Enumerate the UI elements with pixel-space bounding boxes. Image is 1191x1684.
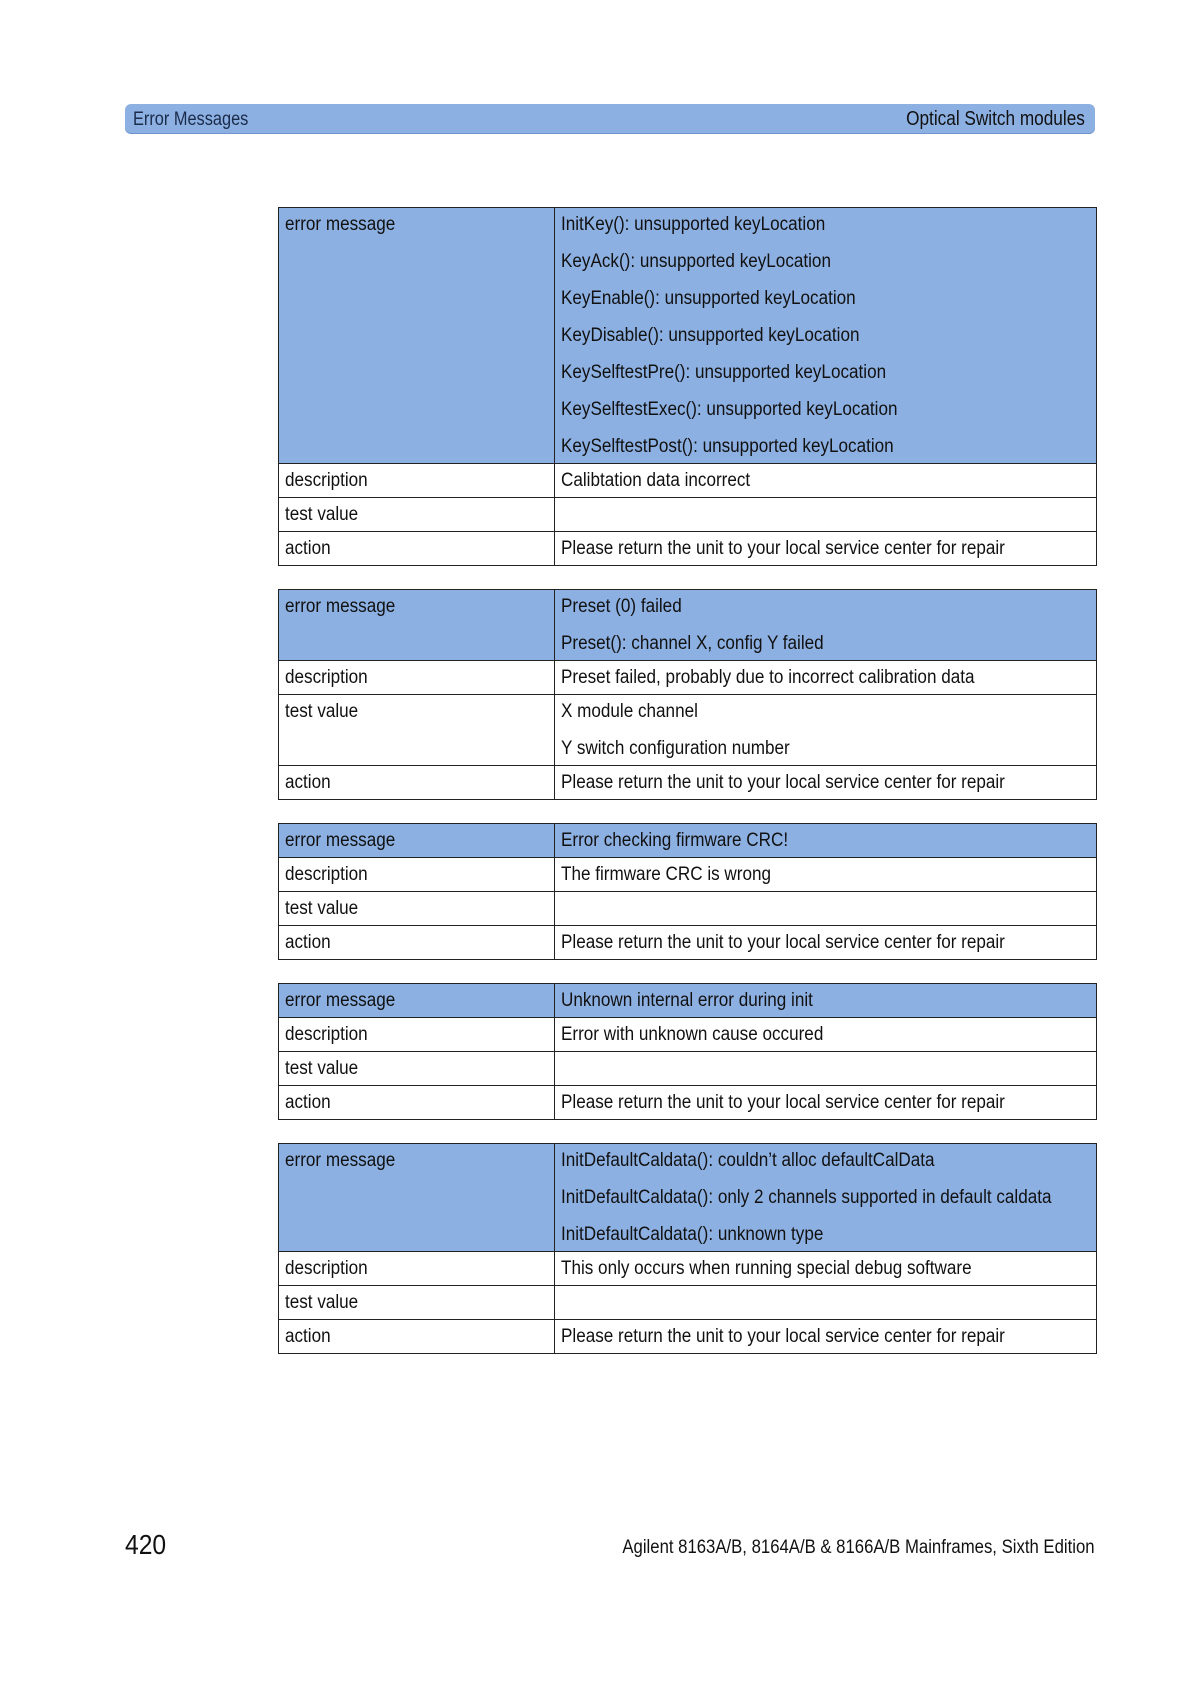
row-value-text: This only occurs when running special debug software bbox=[561, 1258, 972, 1279]
error-message-row-label bbox=[279, 984, 555, 1018]
page-number: 420 bbox=[125, 1529, 167, 1560]
row-value-line: KeySelftestExec(): unsupported keyLocation bbox=[561, 399, 898, 420]
action-row-label bbox=[279, 1320, 555, 1354]
error-message-row-value bbox=[555, 208, 1097, 464]
row-value-line: KeyEnable(): unsupported keyLocation bbox=[561, 288, 856, 309]
action-row-value bbox=[555, 766, 1097, 800]
row-value-line: Preset (0) failed bbox=[561, 596, 682, 617]
test-value-row-value bbox=[555, 1286, 1097, 1320]
header-section-title: Error Messages bbox=[133, 109, 249, 130]
row-value-line: X module channel bbox=[561, 701, 698, 722]
row-value-line: KeySelftestPost(): unsupported keyLocation bbox=[561, 436, 894, 457]
row-value-text: Preset failed, probably due to incorrect calibration data bbox=[561, 667, 975, 688]
description-row-value bbox=[555, 1018, 1097, 1052]
row-value-line: KeyDisable(): unsupported keyLocation bbox=[561, 325, 860, 346]
row-label-text: error message bbox=[285, 214, 396, 235]
error-message-row bbox=[279, 984, 1097, 1018]
row-value-line: Preset(): channel X, config Y failed bbox=[561, 633, 824, 654]
error-message-row-label bbox=[279, 824, 555, 858]
row-value-text: Please return the unit to your local service center for repair bbox=[561, 932, 1005, 953]
action-row-value bbox=[555, 1086, 1097, 1120]
description-row-value bbox=[555, 1252, 1097, 1286]
row-label-text: test value bbox=[285, 701, 359, 722]
action-row-value bbox=[555, 532, 1097, 566]
error-message-row-value bbox=[555, 824, 1097, 858]
error-message-row bbox=[279, 590, 1097, 661]
row-value-text: Please return the unit to your local service center for repair bbox=[561, 1092, 1005, 1113]
description-row-value bbox=[555, 464, 1097, 498]
test-value-row-value bbox=[555, 498, 1097, 532]
row-value-text: Please return the unit to your local service center for repair bbox=[561, 538, 1005, 559]
row-label-text: description bbox=[285, 1024, 368, 1045]
error-table bbox=[278, 207, 1097, 566]
row-value-line: InitDefaultCaldata(): unknown type bbox=[561, 1224, 824, 1245]
row-value-text: Calibtation data incorrect bbox=[561, 470, 751, 491]
action-row bbox=[279, 1320, 1097, 1354]
action-row bbox=[279, 766, 1097, 800]
row-value-line: InitDefaultCaldata(): only 2 channels supported in default caldata bbox=[561, 1187, 1052, 1208]
running-header bbox=[125, 104, 1095, 134]
action-row bbox=[279, 532, 1097, 566]
error-message-row-label bbox=[279, 590, 555, 661]
error-message-row-label bbox=[279, 208, 555, 464]
test-value-row bbox=[279, 892, 1097, 926]
test-value-row-label bbox=[279, 695, 555, 766]
row-label-text: test value bbox=[285, 898, 359, 919]
row-label-text: action bbox=[285, 1092, 331, 1113]
test-value-row-label bbox=[279, 498, 555, 532]
footer-document-title: Agilent 8163A/B, 8164A/B & 8166A/B Mainframes, Sixth Edition bbox=[622, 1537, 1095, 1558]
row-label-text: error message bbox=[285, 596, 396, 617]
row-value-text: Please return the unit to your local service center for repair bbox=[561, 1326, 1005, 1347]
description-row-label bbox=[279, 1018, 555, 1052]
header-chapter-title: Optical Switch modules bbox=[906, 108, 1085, 130]
action-row-label bbox=[279, 766, 555, 800]
error-message-row-value bbox=[555, 984, 1097, 1018]
test-value-row bbox=[279, 1286, 1097, 1320]
row-label-text: error message bbox=[285, 1150, 396, 1171]
row-value-line: Y switch configuration number bbox=[561, 738, 790, 759]
test-value-row-label bbox=[279, 1052, 555, 1086]
row-label-text: action bbox=[285, 932, 331, 953]
error-table bbox=[278, 823, 1097, 960]
error-message-row-label bbox=[279, 1144, 555, 1252]
row-label-text: error message bbox=[285, 990, 396, 1011]
description-row-value bbox=[555, 661, 1097, 695]
test-value-row bbox=[279, 498, 1097, 532]
description-row bbox=[279, 858, 1097, 892]
description-row-label bbox=[279, 1252, 555, 1286]
test-value-row bbox=[279, 695, 1097, 766]
description-row-label bbox=[279, 661, 555, 695]
row-value-line: Error checking firmware CRC! bbox=[561, 830, 789, 851]
error-table bbox=[278, 589, 1097, 800]
error-message-row bbox=[279, 1144, 1097, 1252]
row-value-line: InitKey(): unsupported keyLocation bbox=[561, 214, 826, 235]
test-value-row bbox=[279, 1052, 1097, 1086]
description-row bbox=[279, 464, 1097, 498]
row-label-text: test value bbox=[285, 504, 359, 525]
description-row bbox=[279, 1018, 1097, 1052]
test-value-row-value bbox=[555, 892, 1097, 926]
row-value-line: InitDefaultCaldata(): couldn’t alloc defaultCalData bbox=[561, 1150, 935, 1171]
row-label-text: description bbox=[285, 864, 368, 885]
row-label-text: description bbox=[285, 667, 368, 688]
description-row-label bbox=[279, 858, 555, 892]
error-message-row bbox=[279, 208, 1097, 464]
row-label-text: test value bbox=[285, 1292, 359, 1313]
description-row bbox=[279, 661, 1097, 695]
action-row-label bbox=[279, 926, 555, 960]
error-message-row bbox=[279, 824, 1097, 858]
row-label-text: description bbox=[285, 1258, 368, 1279]
row-value-line: Unknown internal error during init bbox=[561, 990, 813, 1011]
action-row-label bbox=[279, 1086, 555, 1120]
row-label-text: test value bbox=[285, 1058, 359, 1079]
action-row bbox=[279, 1086, 1097, 1120]
description-row bbox=[279, 1252, 1097, 1286]
error-message-row-value bbox=[555, 1144, 1097, 1252]
error-table bbox=[278, 983, 1097, 1120]
action-row bbox=[279, 926, 1097, 960]
test-value-row-value bbox=[555, 695, 1097, 766]
row-value-line: KeySelftestPre(): unsupported keyLocation bbox=[561, 362, 887, 383]
test-value-row-label bbox=[279, 1286, 555, 1320]
description-row-label bbox=[279, 464, 555, 498]
row-value-text: Please return the unit to your local service center for repair bbox=[561, 772, 1005, 793]
test-value-row-value bbox=[555, 1052, 1097, 1086]
row-label-text: action bbox=[285, 538, 331, 559]
row-label-text: action bbox=[285, 772, 331, 793]
action-row-value bbox=[555, 1320, 1097, 1354]
error-tables bbox=[278, 207, 1096, 1377]
test-value-row-label bbox=[279, 892, 555, 926]
row-value-text: The firmware CRC is wrong bbox=[561, 864, 771, 885]
row-value-text: Error with unknown cause occured bbox=[561, 1024, 824, 1045]
row-label-text: description bbox=[285, 470, 368, 491]
description-row-value bbox=[555, 858, 1097, 892]
action-row-label bbox=[279, 532, 555, 566]
row-value-line: KeyAck(): unsupported keyLocation bbox=[561, 251, 831, 272]
action-row-value bbox=[555, 926, 1097, 960]
error-table bbox=[278, 1143, 1097, 1354]
row-label-text: action bbox=[285, 1326, 331, 1347]
error-message-row-value bbox=[555, 590, 1097, 661]
row-label-text: error message bbox=[285, 830, 396, 851]
